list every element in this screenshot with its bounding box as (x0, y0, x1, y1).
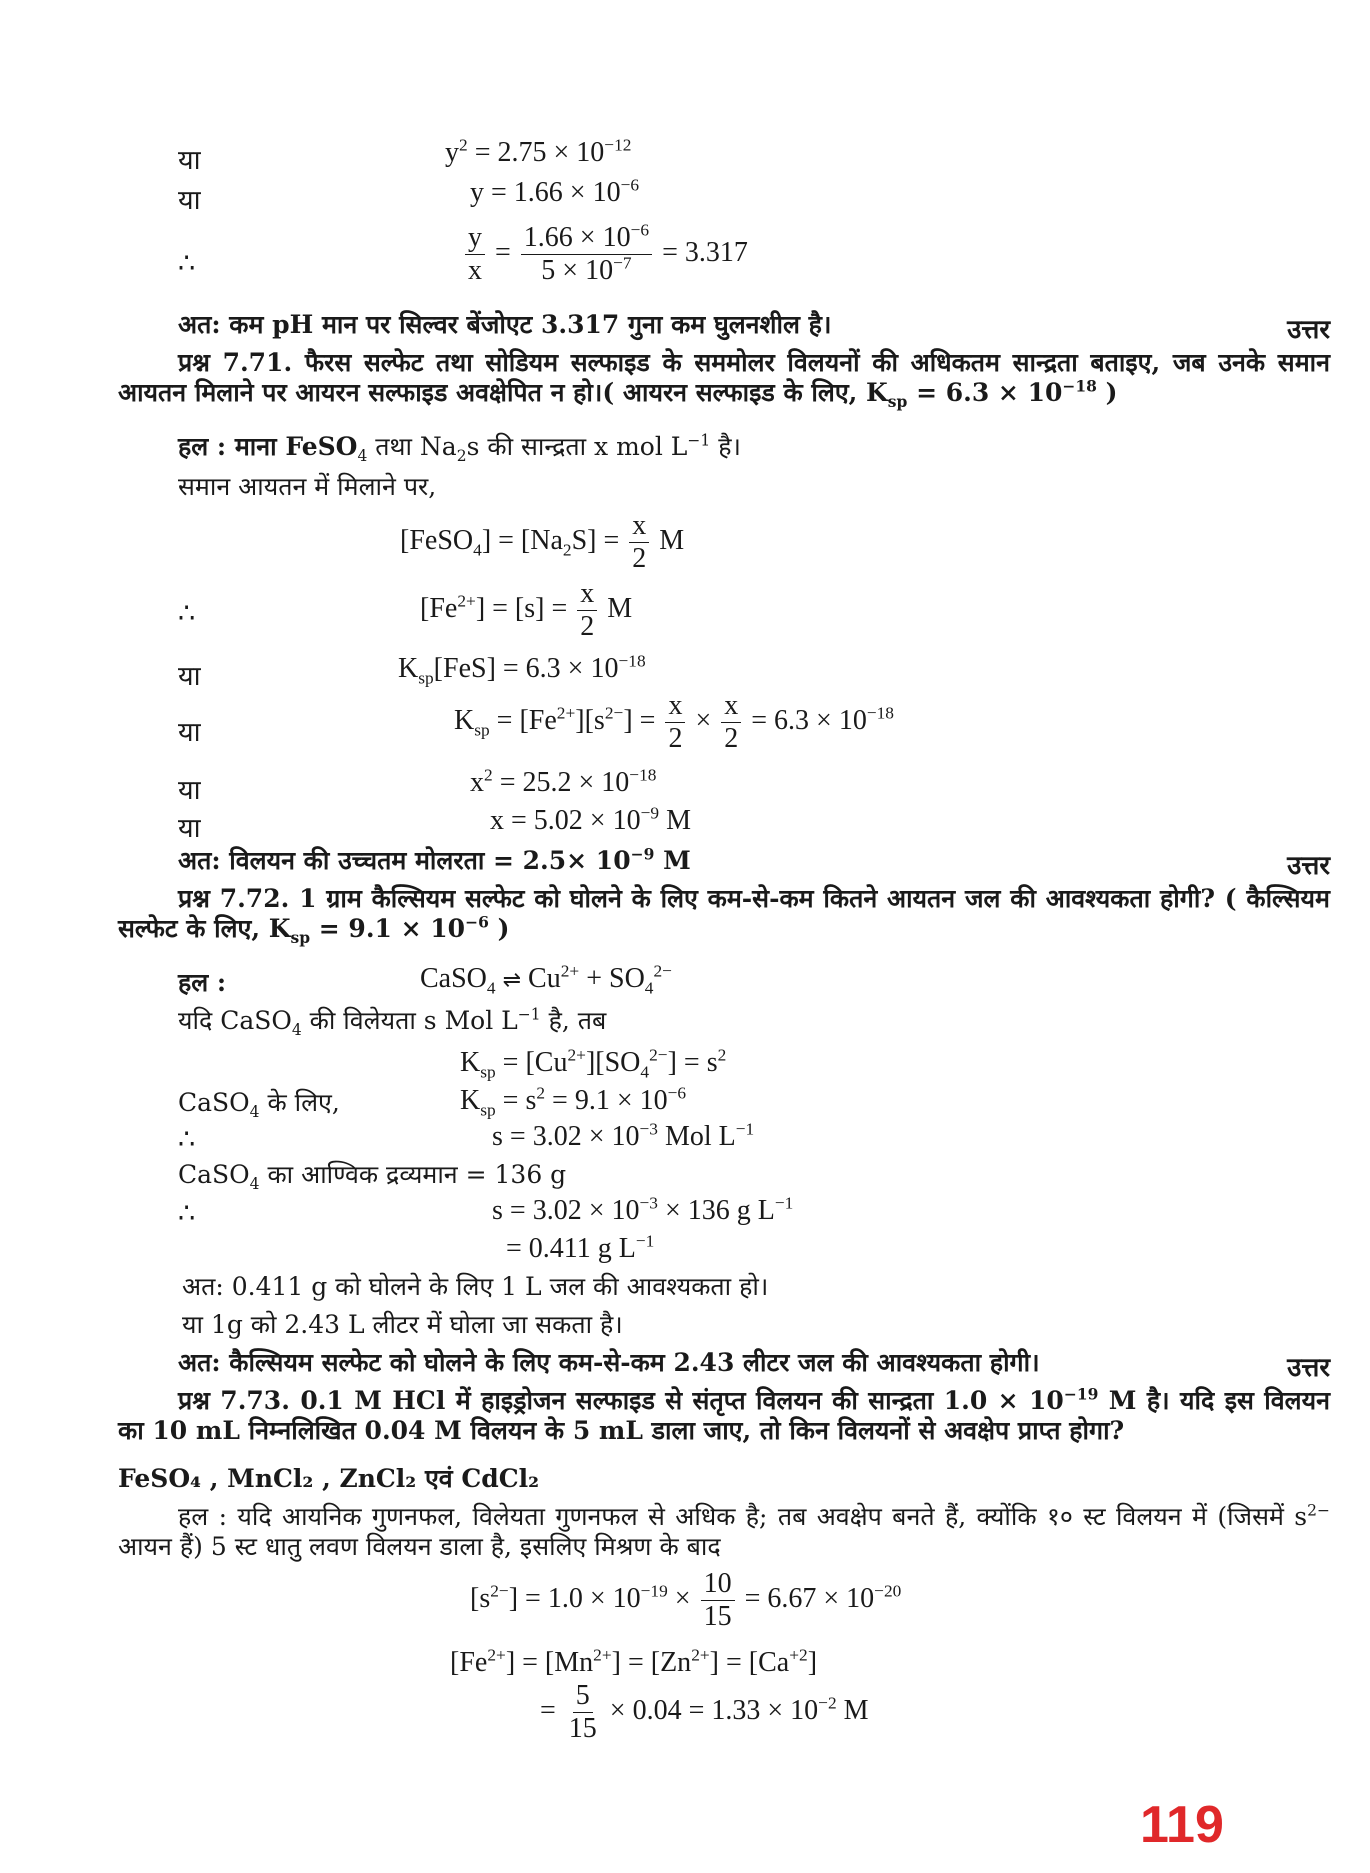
conclusion-line: या 1g को 2.43 L लीटर में घोला जा सकता है। (182, 1310, 623, 1339)
line-label: या (178, 717, 201, 748)
equation-ksp-s2: $K_{sp} = [Cu^{2+}][SO_4^{2-}] = s^2$ (460, 1045, 727, 1082)
equation-ksp-value: $K_{sp} = s^2 = 9.1 \times 10^{-6}$ (460, 1083, 687, 1120)
equation-concentrations: [FeSO$_4$] = $[Na_2S]$ = $\frac{x}{2}$ M (400, 510, 685, 574)
conclusion-line: अत: 0.411 g को घोलने के लिए 1 L जल की आवश्यकता हो। (182, 1272, 769, 1301)
line-label: या (178, 145, 201, 176)
line-label: या (178, 775, 201, 806)
equation-metal-ions: $[Fe^{2+}] = [Mn^{2+}] = [Zn^{2+}] = [Ca^{+2}]$ (450, 1645, 818, 1678)
question-7-71: प्रश्न 7.71. फैरस सल्फेट तथा सोडियम सल्फाइड के सममोलर विलयनों की अधिकतम सान्द्रता बताइए, जब उनके समान आयतन मिलाने पर आयरन सल्फाइड अवक्षेपित न हो।( आयरन सल्फाइड के लिए, $K_{sp} = 6.3 \times 10^{-18}$ ) (118, 348, 1330, 411)
equation-s2-after-mix: $[s^{2-}] = 1.0 \times 10^{-19}$ × $\frac{10}{15}$ = $6.67 \times 10^{-20}$ (470, 1568, 902, 1632)
conclusion-text: अत: कैल्सियम सल्फेट को घोलने के लिए कम-से-कम 2.43 लीटर जल की आवश्यकता होगी। (178, 1348, 1040, 1377)
page-number: 119 (1140, 1796, 1224, 1854)
molar-mass-text: CaSO$_4$ का आण्विक द्रव्यमान = 136 g (178, 1160, 567, 1193)
question-7-73: प्रश्न 7.73. 0.1 M HCl में हाइड्रोजन सल्फाइड से संतृप्त विलयन की सान्द्रता $1.0 \times 10^{-19}$ M है। यदि इस विलयन का 10 mL निम्नलिखित 0.04 M विलयन के 5 mL डाला जाए, तो किन विलयनों से अवक्षेप प्राप्त होगा? (118, 1384, 1330, 1445)
solution-7-71-intro: हल : माना FeSO$_4$ तथा $Na_2s$ की सान्द्रता x mol $L^{-1}$ है। (178, 431, 741, 465)
equation-ksp-fes: $K_{sp}[FeS] = 6.3 \times 10^{-18}$ (398, 651, 646, 688)
question-7-72: प्रश्न 7.72. 1 ग्राम कैल्सियम सल्फेट को घोलने के लिए कम-से-कम कितने आयतन जल की आवश्यकता होगी? ( कैल्सियम सल्फेट के लिए, $K_{sp} = 9.1 \times 10^{-6}$ ) (118, 884, 1330, 947)
conclusion-text: अत: विलयन की उच्चतम मोलरता = $2.5\times 10^{-9}$ M (178, 844, 691, 875)
equation-s-result: = 0.411 g $L^{-1}$ (506, 1231, 655, 1264)
equation-dissociation: CaSO$_4$ ⇌ $Cu^{2+} + SO_4^{2-}$ (420, 961, 672, 998)
answer-label: उत्तर (1287, 851, 1330, 881)
equation-ratio: $\frac{y}{x}$ = $\frac{1.66 \times 10^{-6}}{5 \times 10^{-7}}$ = 3.317 (462, 222, 748, 287)
conclusion-text: अत: कम pH मान पर सिल्वर बेंजोएट 3.317 गुना कम घुलनशील है। (178, 310, 832, 339)
solubility-text: यदि CaSO$_4$ की विलेयता s Mol $L^{-1}$ है, तब (178, 1005, 607, 1039)
equation-s-molar: $s = 3.02 \times 10^{-3}$ Mol $L^{-1}$ (492, 1119, 755, 1152)
equation-ksp-product: $K_{sp} = [Fe^{2+}][s^{2-}]$ = $\frac{x}{2}$ × $\frac{x}{2}$ = $6.3 \times 10^{-18}$ (454, 690, 894, 754)
equation-ion-conc: $[Fe^{2+}] = [s]$ = $\frac{x}{2}$ M (420, 578, 633, 642)
solution-label: हल : (178, 968, 227, 997)
line-label: या (178, 661, 201, 692)
therefore-symbol: ∴ (178, 1124, 196, 1155)
mixing-text: समान आयतन में मिलाने पर, (178, 472, 437, 501)
solution-7-73-text: हल : यदि आयनिक गुणनफल, विलेयता गुणनफल से अधिक है; तब अवक्षेप बनते हैं, क्योंकि १० स्ट विलयन में (जिसमें $s^{2-}$ आयन हैं) 5 स्ट धातु लवण विलयन डाला है, इसलिए मिश्रण के बाद (118, 1501, 1330, 1561)
equation-x: $x = 5.02 \times 10^{-9}$ M (490, 803, 691, 836)
equation-x-squared: $x^2 = 25.2 \times 10^{-18}$ (470, 765, 657, 798)
for-caso4-text: CaSO$_4$ के लिए, (178, 1088, 340, 1121)
therefore-symbol: ∴ (178, 1198, 196, 1229)
equation-y: $y = 1.66 \times 10^{-6}$ (470, 175, 640, 208)
line-label: या (178, 185, 201, 216)
answer-label: उत्तर (1287, 315, 1330, 345)
equation-s-grams: $s = 3.02 \times 10^{-3} \times 136$ g $L^{-1}$ (492, 1193, 794, 1226)
therefore-symbol: ∴ (178, 248, 196, 279)
answer-label: उत्तर (1287, 1353, 1330, 1383)
therefore-symbol: ∴ (178, 598, 196, 629)
equation-metal-conc: = $\frac{5}{15}$ × $0.04 = 1.33 \times 10^{-2}$ M (540, 1680, 869, 1744)
equation-y-squared: $y^2 = 2.75 \times 10^{-12}$ (445, 135, 632, 168)
salts-list: FeSO₄ , MnCl₂ , ZnCl₂ एवं CdCl₂ (118, 1464, 540, 1493)
line-label: या (178, 813, 201, 844)
